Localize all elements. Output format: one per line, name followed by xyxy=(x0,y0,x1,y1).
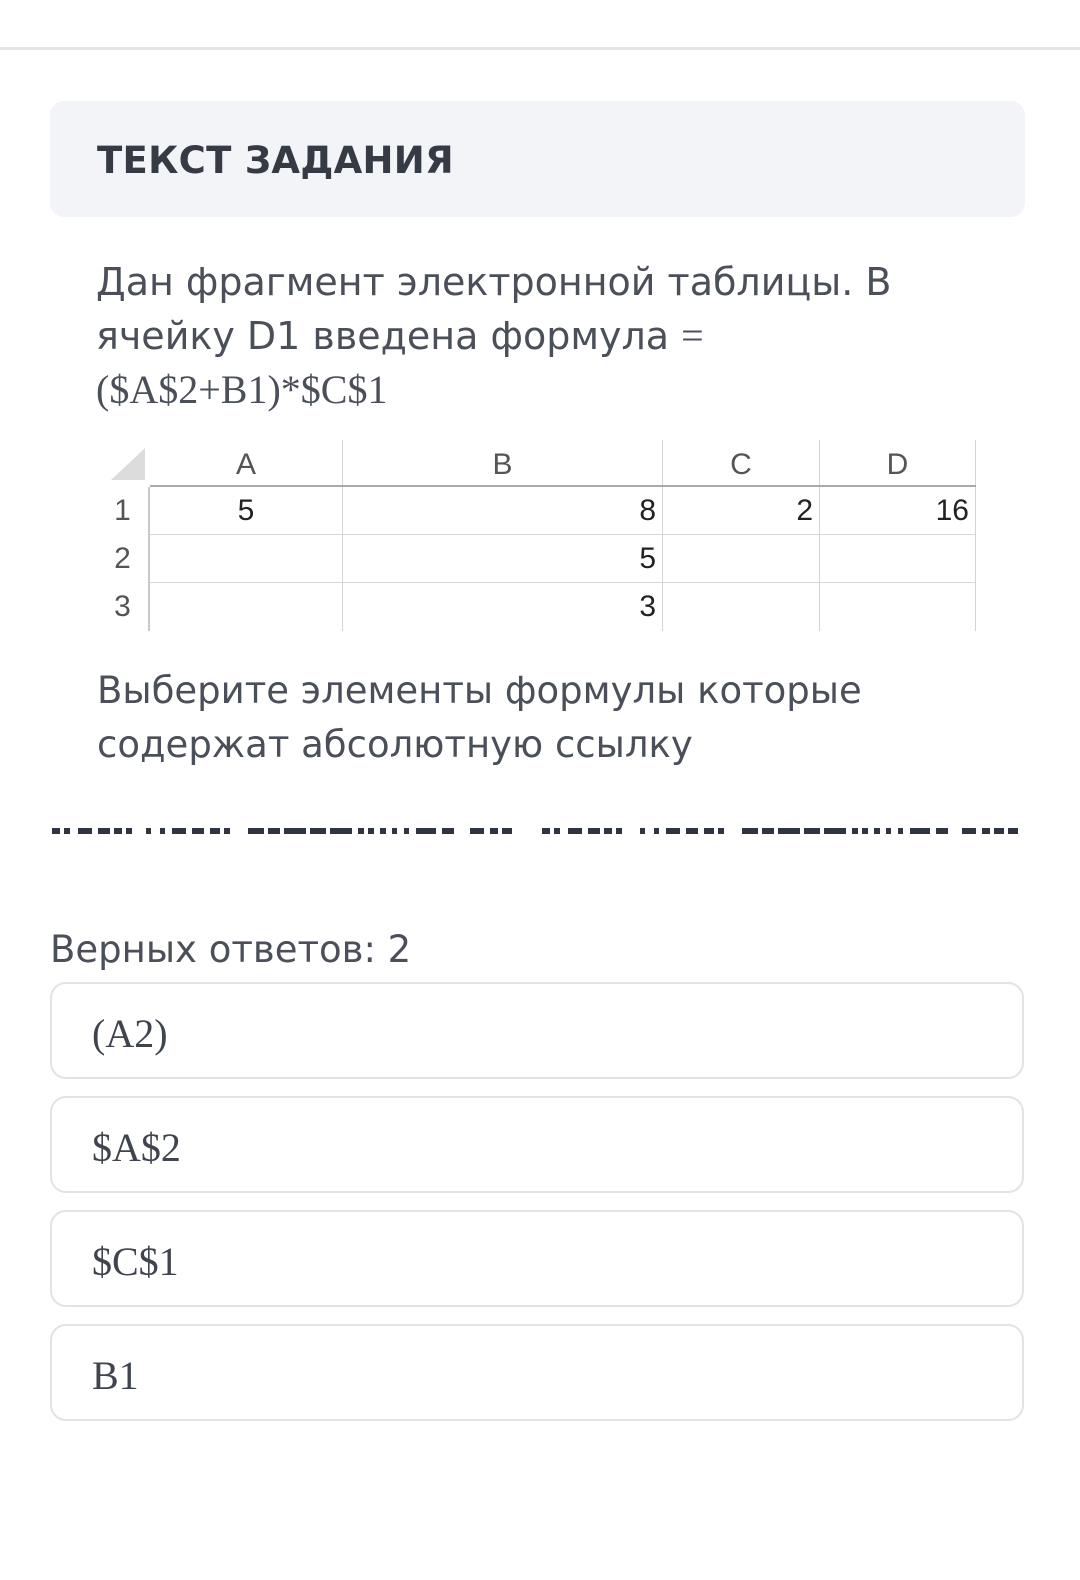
row-header-1: 1 xyxy=(97,487,150,535)
answer-option-label: B1 xyxy=(92,1353,139,1398)
correct-answers-count: Верных ответов: 2 xyxy=(50,928,412,971)
instruction-line-1: Выберите элементы формулы которые xyxy=(97,669,862,712)
question-line-2-text: ячейку D1 введена формула xyxy=(96,314,682,358)
cell-d1: 16 xyxy=(820,487,976,535)
cell-b2: 5 xyxy=(343,535,663,583)
task-header-title: ТЕКСТ ЗАДАНИЯ xyxy=(97,139,454,182)
question-equals-sign: = xyxy=(681,313,704,358)
row-header-2: 2 xyxy=(97,535,150,583)
question-line-2 xyxy=(96,309,976,363)
column-header-a: A xyxy=(150,440,343,486)
question-text xyxy=(96,256,976,416)
cell-a3 xyxy=(150,583,343,631)
task-header-card xyxy=(50,101,1025,217)
dashed-separator xyxy=(52,826,1022,836)
answer-option-label: $A$2 xyxy=(92,1125,181,1170)
answer-option-b1[interactable] xyxy=(50,1324,1024,1421)
answer-option-label: (A2) xyxy=(92,1011,168,1056)
cell-d3 xyxy=(820,583,976,631)
answer-option-abs-c1[interactable] xyxy=(50,1210,1024,1307)
top-divider xyxy=(0,47,1080,50)
cell-b1: 8 xyxy=(343,487,663,535)
cell-a2 xyxy=(150,535,343,583)
instruction-text xyxy=(97,664,977,772)
spreadsheet-fragment xyxy=(97,440,977,630)
column-header-d: D xyxy=(820,440,976,486)
answer-option-a2-parens[interactable] xyxy=(50,982,1024,1079)
instruction-line-2: содержат абсолютную ссылку xyxy=(97,723,693,766)
column-header-c: C xyxy=(663,440,820,486)
column-header-b: B xyxy=(343,440,663,486)
answer-option-label: $C$1 xyxy=(92,1239,179,1284)
row-header-3: 3 xyxy=(97,583,150,631)
cell-d2 xyxy=(820,535,976,583)
cell-c2 xyxy=(663,535,820,583)
cell-a1: 5 xyxy=(150,487,343,535)
cell-c1: 2 xyxy=(663,487,820,535)
question-line-1: Дан фрагмент электронной таблицы. В xyxy=(96,260,892,304)
cell-c3 xyxy=(663,583,820,631)
cell-b3: 3 xyxy=(343,583,663,631)
answer-option-abs-a2[interactable] xyxy=(50,1096,1024,1193)
select-all-corner-icon xyxy=(97,440,150,486)
question-formula: ($A$2+B1)*$C$1 xyxy=(96,367,388,412)
